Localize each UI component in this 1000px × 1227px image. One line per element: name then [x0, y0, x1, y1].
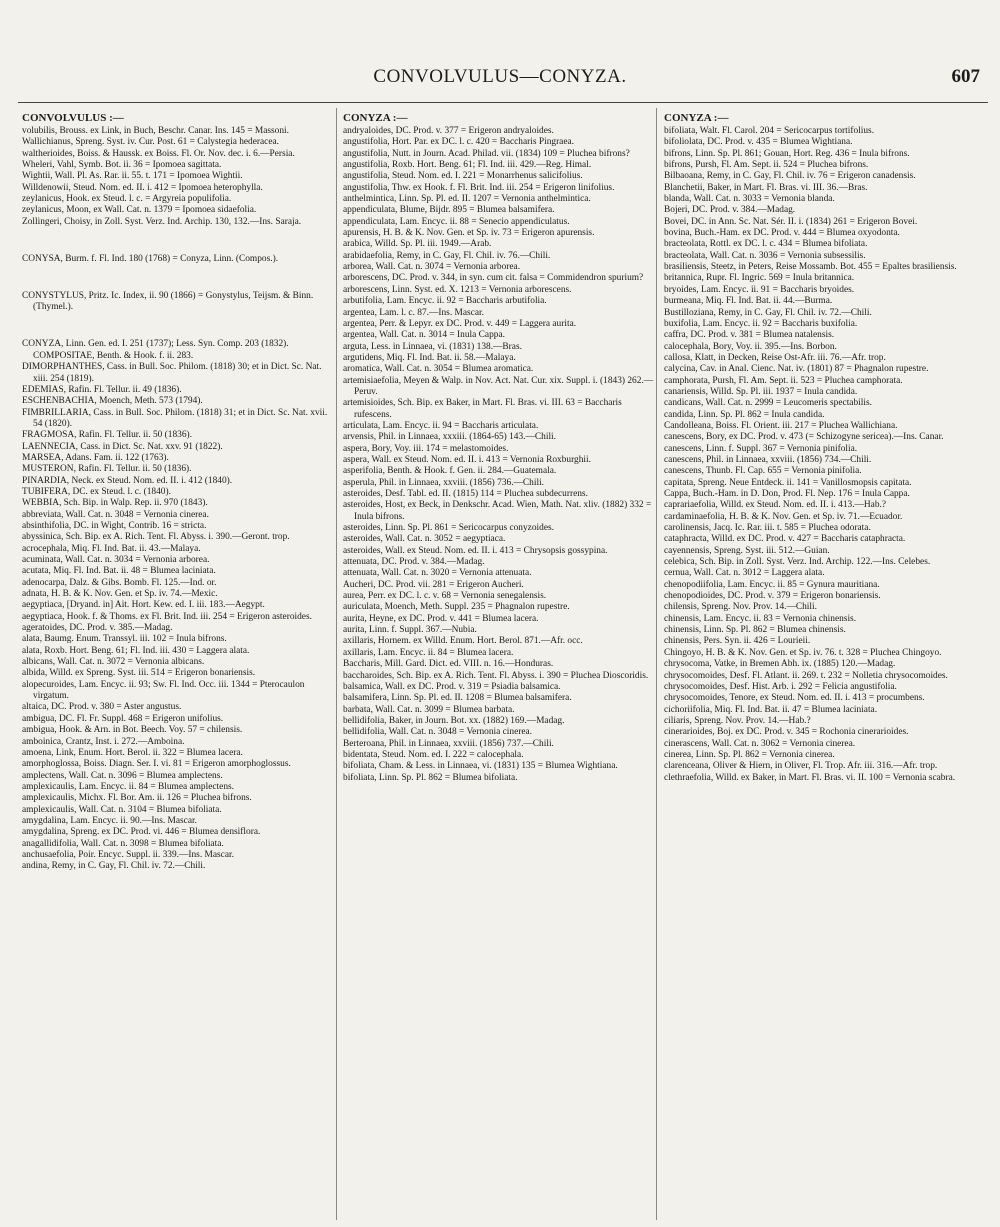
entry-gap	[22, 323, 334, 330]
dictionary-entry: apurensis, H. B. & K. Nov. Gen. et Sp. iv. 73 = Erigeron apurensis.	[343, 228, 595, 239]
dictionary-entry: argentea, Wall. Cat. n. 3014 = Inula Cappa.	[343, 330, 505, 341]
dictionary-entry: Aucheri, DC. Prod. vii. 281 = Erigeron Aucheri.	[343, 579, 524, 590]
dictionary-entry: TUBIFERA, DC. ex Steud. l. c. (1840).	[22, 486, 171, 497]
dictionary-entry: EDEMIAS, Rafin. Fl. Tellur. ii. 49 (1836).	[22, 384, 182, 395]
dictionary-entry: chinensis, Pers. Syn. ii. 426 = Lourieii.	[664, 636, 811, 647]
entry-gap	[22, 237, 334, 244]
dictionary-entry: Blanchetii, Baker, in Mart. Fl. Bras. vi. III. 36.—Bras.	[664, 182, 868, 193]
dictionary-entry: blanda, Wall. Cat. n. 3033 = Vernonia blanda.	[664, 194, 835, 205]
dictionary-entry: cichoriifolia, Miq. Fl. Ind. Bat. ii. 47 = Blumea laciniata.	[664, 704, 878, 715]
dictionary-entry: arabica, Willd. Sp. Pl. iii. 1949.—Arab.	[343, 239, 492, 250]
dictionary-entry: attenuata, DC. Prod. v. 384.—Madag.	[343, 557, 485, 568]
dictionary-entry: PINARDIA, Neck. ex Steud. Nom. ed. II. i. 412 (1840).	[22, 475, 233, 486]
dictionary-entry: camphorata, Pursh, Fl. Am. Sept. ii. 523 = Pluchea camphorata.	[664, 375, 903, 386]
dictionary-entry: arbutifolia, Lam. Encyc. ii. 92 = Baccharis arbutifolia.	[343, 296, 547, 307]
dictionary-entry: aromatica, Wall. Cat. n. 3054 = Blumea aromatica.	[343, 364, 534, 375]
dictionary-entry: balsamifera, Linn. Sp. Pl. ed. II. 1208 = Blumea balsamifera.	[343, 693, 572, 704]
dictionary-entry: chrysocomoides, Tenore, ex Steud. Nom. ed. II. i. 413 = procumbens.	[664, 693, 925, 704]
dictionary-entry: Zollingeri, Choisy, in Zoll. Syst. Verz. Ind. Archip. 130, 132.—Ins. Saraja.	[22, 216, 302, 227]
dictionary-entry: acuminata, Wall. Cat. n. 3034 = Vernonia arborea.	[22, 555, 210, 565]
dictionary-entry: axillaris, Hornem. ex Willd. Enum. Hort. Berol. 871.—Afr. occ.	[343, 636, 583, 647]
dictionary-entry: acutata, Miq. Fl. Ind. Bat. ii. 48 = Blumea laciniata.	[22, 566, 216, 577]
dictionary-entry: ESCHENBACHIA, Moench, Meth. 573 (1794).	[22, 396, 203, 407]
dictionary-entry: canescens, Linn. f. Suppl. 367 = Vernonia pinifolia.	[664, 443, 858, 454]
dictionary-entry: amygdalina, Lam. Encyc. ii. 90.—Ins. Mascar.	[22, 815, 197, 826]
dictionary-entry: abyssinica, Sch. Bip. ex A. Rich. Tent. Fl. Abyss. i. 390.—Geront. trop.	[22, 532, 290, 543]
dictionary-entry: arborescens, Linn. Syst. ed. X. 1213 = Vernonia arborescens.	[343, 284, 572, 295]
dictionary-entry: argentea, Lam. l. c. 87.—Ins. Mascar.	[343, 307, 484, 318]
dictionary-entry: FIMBRILLARIA, Cass. in Bull. Soc. Philom. (1818) 31; et in Dict. Sc. Nat. xvii. 54 (1820).	[22, 407, 328, 429]
column-divider	[656, 108, 657, 1220]
dictionary-entry: zeylanicus, Moon, ex Wall. Cat. n. 1379 = Ipomoea sidaefolia.	[22, 205, 257, 216]
dictionary-entry: cinerarioides, Boj. ex DC. Prod. v. 345 = Rochonia cinerarioides.	[664, 727, 909, 738]
dictionary-entry: angustifolia, Roxb. Hort. Beng. 61; Fl. Ind. iii. 429.—Reg. Himal.	[343, 160, 592, 171]
dictionary-entry: ciliaris, Spreng. Nov. Prov. 14.—Hab.?	[664, 715, 811, 726]
column-heading: CONVOLVULUS :—	[22, 112, 124, 124]
dictionary-entry: Cappa, Buch.-Ham. in D. Don, Prod. Fl. Nep. 176 = Inula Cappa.	[664, 489, 910, 499]
column-heading: CONYZA :—	[664, 112, 729, 124]
dictionary-entry: bifrons, Pursh, Fl. Am. Sept. ii. 524 = Pluchea bifrons.	[664, 160, 869, 171]
dictionary-entry: axillaris, Lam. Encyc. ii. 84 = Blumea lacera.	[343, 647, 514, 658]
dictionary-entry: ambigua, Hook. & Arn. in Bot. Beech. Voy. 57 = chilensis.	[22, 725, 243, 736]
dictionary-entry: arguta, Less. in Linnaea, vi. (1831) 138.—Bras.	[343, 341, 522, 352]
dictionary-entry: cardaminaefolia, H. B. & K. Nov. Gen. et Sp. iv. 71.—Ecuador.	[664, 511, 903, 522]
dictionary-entry: FRAGMOSA, Rafin. Fl. Tellur. ii. 50 (1836).	[22, 430, 193, 441]
dictionary-entry: argentea, Perr. & Lepyr. ex DC. Prod. v. 449 = Laggera aurita.	[343, 318, 577, 329]
dictionary-entry: aurita, Heyne, ex DC. Prod. v. 441 = Blumea lacera.	[343, 613, 539, 624]
dictionary-entry: Bustilloziana, Remy, in C. Gay, Fl. Chil. iv. 72.—Chili.	[664, 307, 872, 318]
dictionary-entry: andryaloides, DC. Prod. v. 377 = Erigeron andryaloides.	[343, 126, 554, 136]
dictionary-entry: asteroides, Wall. Cat. n. 3052 = aegyptiaca.	[343, 534, 506, 545]
dictionary-entry: bifoliolata, DC. Prod. v. 435 = Blumea Wightiana.	[664, 137, 853, 148]
dictionary-entry: WEBBIA, Sch. Bip. in Walp. Rep. ii. 970 (1843).	[22, 498, 208, 509]
dictionary-entry: Willdenowii, Steud. Nom. ed. II. i. 412 = Ipomoea heterophylla.	[22, 182, 263, 193]
dictionary-entry: volubilis, Brouss. ex Link, in Buch, Beschr. Canar. Ins. 145 = Massoni.	[22, 126, 289, 136]
dictionary-entry: balsamica, Wall. ex DC. Prod. v. 319 = Psiadia balsamica.	[343, 681, 561, 692]
dictionary-entry: carolinensis, Jacq. Ic. Rar. iii. t. 585 = Pluchea odorata.	[664, 523, 871, 534]
dictionary-entry: amplexicaulis, Michx. Fl. Bor. Am. ii. 126 = Pluchea bifrons.	[22, 793, 252, 804]
column-divider	[336, 108, 337, 1220]
dictionary-entry: auriculata, Moench, Meth. Suppl. 235 = Phagnalon rupestre.	[343, 602, 570, 613]
dictionary-entry: cataphracta, Willd. ex DC. Prod. v. 427 = Baccharis cataphracta.	[664, 534, 906, 545]
dictionary-entry: chinensis, Lam. Encyc. ii. 83 = Vernonia chinensis.	[664, 613, 857, 624]
dictionary-entry: asteroides, Linn. Sp. Pl. 861 = Sericocarpus conyzoides.	[343, 523, 554, 534]
dictionary-entry: bovina, Buch.-Ham. ex DC. Prod. v. 444 = Blumea oxyodonta.	[664, 228, 900, 239]
dictionary-entry: appendiculata, Lam. Encyc. ii. 88 = Senecio appendiculatus.	[343, 216, 570, 227]
column-2	[343, 112, 655, 1220]
dictionary-entry: MARSEA, Adans. Fam. ii. 122 (1763).	[22, 452, 169, 463]
dictionary-entry: bifoliata, Cham. & Less. in Linnaea, vi. (1831) 135 = Blumea Wightiana.	[343, 761, 618, 772]
dictionary-entry: buxifolia, Lam. Encyc. ii. 92 = Baccharis buxifolia.	[664, 318, 858, 329]
dictionary-entry: cinerascens, Wall. Cat. n. 3062 = Vernonia cinerea.	[664, 738, 856, 749]
dictionary-entry: brasiliensis, Steetz, in Peters, Reise Mossamb. Bot. 455 = Epaltes brasiliensis.	[664, 262, 957, 273]
dictionary-entry: burmeana, Miq. Fl. Ind. Bat. ii. 44.—Burma.	[664, 296, 833, 307]
dictionary-entry: canescens, Phil. in Linnaea, xxviii. (1856) 734.—Chili.	[664, 454, 872, 465]
dictionary-entry: ageratoides, DC. Prod. v. 385.—Madag.	[22, 623, 173, 634]
header-rule	[18, 102, 988, 103]
dictionary-entry: candida, Linn. Sp. Pl. 862 = Inula candida.	[664, 409, 825, 420]
dictionary-entry: chilensis, Spreng. Nov. Prov. 14.—Chili.	[664, 602, 817, 613]
dictionary-entry: bifoliata, Walt. Fl. Carol. 204 = Sericocarpus tortifolius.	[664, 126, 875, 136]
dictionary-entry: calycina, Cav. in Anal. Cienc. Nat. iv. (1801) 87 = Phagnalon rupestre.	[664, 364, 929, 375]
dictionary-entry: waltherioides, Boiss. & Haussk. ex Boiss. Fl. Or. Nov. dec. i. 6.—Persia.	[22, 148, 295, 159]
dictionary-entry: asperifolia, Benth. & Hook. f. Gen. ii. 284.—Guatemala.	[343, 466, 557, 477]
dictionary-entry: arborea, Wall. Cat. n. 3074 = Vernonia arborea.	[343, 262, 521, 273]
dictionary-entry: amplectens, Wall. Cat. n. 3096 = Blumea amplectens.	[22, 770, 223, 781]
dictionary-entry: zeylanicus, Hook. ex Steud. l. c. = Argyreia populifolia.	[22, 194, 232, 205]
dictionary-entry: adnata, H. B. & K. Nov. Gen. et Sp. iv. 74.—Mexic.	[22, 589, 218, 600]
dictionary-entry: bifoliata, Linn. Sp. Pl. 862 = Blumea bifoliata.	[343, 772, 518, 783]
dictionary-entry: argutidens, Miq. Fl. Ind. Bat. ii. 58.—Malaya.	[343, 352, 516, 363]
dictionary-entry: aurea, Perr. ex DC. l. c. v. 68 = Vernonia senegalensis.	[343, 591, 547, 602]
dictionary-entry: abbreviata, Wall. Cat. n. 3048 = Vernonia cinerea.	[22, 509, 209, 520]
dictionary-entry: bracteolata, Rottl. ex DC. l. c. 434 = Blumea bifoliata.	[664, 239, 868, 250]
dictionary-entry: angustifolia, Nutt. in Journ. Acad. Philad. vii. (1834) 109 = Pluchea bifrons?	[343, 148, 630, 159]
dictionary-entry: Bovei, DC. in Ann. Sc. Nat. Sér. II. i. (1834) 261 = Erigeron Bovei.	[664, 216, 918, 227]
dictionary-entry: alopecuroides, Lam. Encyc. ii. 93; Sw. Fl. Ind. Occ. iii. 1344 = Pterocaulon virgatum.	[22, 679, 305, 702]
dictionary-entry: clethraefolia, Willd. ex Baker, in Mart. Fl. Bras. vi. II. 100 = Vernonia scabra.	[664, 772, 956, 783]
dictionary-entry: amorphoglossa, Boiss. Diagn. Ser. I. vi. 81 = Erigeron amorphoglossus.	[22, 759, 291, 770]
dictionary-entry: Baccharis, Mill. Gard. Dict. ed. VIII. n. 16.—Honduras.	[343, 659, 554, 670]
dictionary-entry: angustifolia, Thw. ex Hook. f. Fl. Brit. Ind. iii. 254 = Erigeron linifolius.	[343, 182, 615, 193]
dictionary-entry: Wightii, Wall. Pl. As. Rar. ii. 55. t. 171 = Ipomoea Wightii.	[22, 171, 243, 182]
dictionary-entry: arvensis, Phil. in Linnaea, xxxiii. (1864-65) 143.—Chili.	[343, 432, 556, 443]
dictionary-entry: amplexicaulis, Wall. Cat. n. 3104 = Blumea bifoliata.	[22, 804, 222, 815]
entry-gap	[22, 275, 334, 282]
dictionary-entry: Berteroana, Phil. in Linnaea, xxviii. (1856) 737.—Chili.	[343, 738, 554, 749]
page-number: 607	[951, 66, 980, 87]
dictionary-entry: Wheleri, Vahl, Symb. Bot. ii. 36 = Ipomoea sagittata.	[22, 160, 222, 171]
dictionary-entry: chrysocomoides, Desf. Hist. Arb. i. 292 = Felicia angustifolia.	[664, 681, 897, 692]
dictionary-entry: MUSTERON, Rafin. Fl. Tellur. ii. 50 (1836).	[22, 464, 192, 475]
dictionary-entry: canescens, Bory, ex DC. Prod. v. 473 (= Schizogyne sericea).—Ins. Canar.	[664, 432, 944, 443]
dictionary-entry: LAENNECIA, Cass. in Dict. Sc. Nat. xxv. 91 (1822).	[22, 441, 223, 452]
dictionary-entry: anthelmintica, Linn. Sp. Pl. ed. II. 1207 = Vernonia anthelmintica.	[343, 194, 591, 205]
dictionary-entry: angustifolia, Steud. Nom. ed. I. 221 = Monarrhenus salicifolius.	[343, 171, 583, 182]
dictionary-entry: canescens, Thunb. Fl. Cap. 655 = Vernonia pinifolia.	[664, 466, 862, 477]
dictionary-entry: amplexicaulis, Lam. Encyc. ii. 84 = Blumea amplectens.	[22, 781, 234, 792]
dictionary-entry: asteroides, Host, ex Beck, in Denkschr. Acad. Wien, Math. Nat. xliv. (1882) 332 = Inula bifrons.	[343, 500, 652, 522]
dictionary-entry: cernua, Wall. Cat. n. 3012 = Laggera alata.	[664, 568, 825, 579]
dictionary-entry: aurita, Linn. f. Suppl. 367.—Nubia.	[343, 625, 477, 636]
dictionary-entry: chrysocomoides, Desf. Fl. Atlant. ii. 269. t. 232 = Nolletia chrysocomoides.	[664, 670, 948, 681]
dictionary-entry: Wallichianus, Spreng. Syst. iv. Cur. Post. 61 = Calystegia hederacea.	[22, 137, 280, 148]
dictionary-entry: arabidaefolia, Remy, in C. Gay, Fl. Chil. iv. 76.—Chili.	[343, 250, 551, 261]
dictionary-entry: DIMORPHANTHES, Cass. in Bull. Soc. Philom. (1818) 30; et in Dict. Sc. Nat. xiii. 254 (1819).	[22, 362, 322, 384]
dictionary-entry: artemisiaefolia, Meyen & Walp. in Nov. Act. Nat. Cur. xix. Suppl. i. (1843) 262.—Peruv.	[343, 375, 654, 397]
dictionary-entry: cinerea, Linn. Sp. Pl. 862 = Vernonia cinerea.	[664, 749, 835, 760]
dictionary-entry: Bojeri, DC. Prod. v. 384.—Madag.	[664, 205, 796, 216]
dictionary-entry: absinthifolia, DC. in Wight, Contrib. 16 = stricta.	[22, 520, 207, 531]
dictionary-entry: bifrons, Linn. Sp. Pl. 861; Gouan, Hort. Reg. 436 = Inula bifrons.	[664, 148, 910, 159]
dictionary-entry: bracteolata, Wall. Cat. n. 3036 = Vernonia subsessilis.	[664, 250, 866, 261]
dictionary-entry: bidentata, Steud. Nom. ed. I. 222 = calocephala.	[343, 749, 524, 760]
dictionary-entry: Bilbaoana, Remy, in C. Gay, Fl. Chil. iv. 76 = Erigeron canadensis.	[664, 171, 916, 182]
dictionary-entry: aegyptiaca, Hook. f. & Thoms. ex Fl. Brit. Ind. iii. 254 = Erigeron asteroides.	[22, 611, 312, 622]
dictionary-entry: appendiculata, Blume, Bijdr. 895 = Blumea balsamifera.	[343, 205, 555, 216]
dictionary-entry: bellidifolia, Wall. Cat. n. 3048 = Vernonia cinerea.	[343, 727, 533, 738]
dictionary-entry: clarenceana, Oliver & Hiern, in Oliver, Fl. Trop. Afr. iii. 316.—Afr. trop.	[664, 761, 938, 772]
dictionary-entry: asperula, Phil. in Linnaea, xxviii. (1856) 736.—Chili.	[343, 477, 545, 488]
dictionary-entry: CONYSA, Burm. f. Fl. Ind. 180 (1768) = Conyza, Linn. (Compos.).	[22, 253, 279, 264]
dictionary-entry: barbata, Wall. Cat. n. 3099 = Blumea barbata.	[343, 704, 515, 715]
dictionary-entry: aegyptiaca, [Dryand. in] Ait. Hort. Kew. ed. I. iii. 183.—Aegypt.	[22, 600, 265, 611]
dictionary-entry: CONYZA, Linn. Gen. ed. I. 251 (1737); Less. Syn. Comp. 203 (1832). COMPOSITAE, Benth. & Hook. f. ii. 283.	[22, 339, 289, 361]
dictionary-entry: altaica, DC. Prod. v. 380 = Aster angustus.	[22, 702, 182, 713]
dictionary-entry: bryoides, Lam. Encyc. ii. 91 = Baccharis bryoides.	[664, 284, 855, 295]
dictionary-entry: baccharoides, Sch. Bip. ex A. Rich. Tent. Fl. Abyss. i. 390 = Pluchea Dioscoridis.	[343, 670, 649, 681]
dictionary-entry: amygdalina, Spreng. ex DC. Prod. vi. 446 = Blumea densiflora.	[22, 827, 261, 838]
dictionary-entry: acrocephala, Miq. Fl. Ind. Bat. ii. 43.—Malaya.	[22, 543, 201, 554]
running-title: CONVOLVULUS—CONYZA.	[373, 66, 627, 87]
dictionary-entry: artemisioides, Sch. Bip. ex Baker, in Mart. Fl. Bras. vi. III. 63 = Baccharis rufescens.	[343, 398, 622, 420]
dictionary-entry: anchusaefolia, Poir. Encyc. Suppl. ii. 339.—Ins. Mascar.	[22, 849, 234, 860]
dictionary-entry: canariensis, Willd. Sp. Pl. iii. 1937 = Inula candida.	[664, 386, 858, 397]
dictionary-entry: caprariaefolia, Willd. ex Steud. Nom. ed. II. i. 413.—Hab.?	[664, 500, 887, 511]
dictionary-entry: albida, Willd. ex Spreng. Syst. iii. 514 = Erigeron bonariensis.	[22, 668, 256, 679]
dictionary-entry: Chingoyo, H. B. & K. Nov. Gen. et Sp. iv. 76. t. 328 = Pluchea Chingoyo.	[664, 647, 942, 658]
dictionary-entry: britannica, Rupr. Fl. Ingric. 569 = Inula britannica.	[664, 273, 855, 284]
dictionary-entry: aspera, Bory, Voy. iii. 174 = melastomoides.	[343, 443, 509, 454]
dictionary-entry: Candolleana, Boiss. Fl. Orient. iii. 217 = Pluchea Wallichiana.	[664, 420, 898, 431]
column-1	[22, 112, 334, 1220]
dictionary-entry: albicans, Wall. Cat. n. 3072 = Vernonia albicans.	[22, 657, 205, 668]
dictionary-entry: chenopodioides, DC. Prod. v. 379 = Erigeron bonariensis.	[664, 591, 881, 602]
dictionary-entry: caffra, DC. Prod. v. 381 = Blumea natalensis.	[664, 330, 835, 341]
dictionary-entry: chrysocoma, Vatke, in Bremen Abh. ix. (1885) 120.—Madag.	[664, 659, 896, 670]
dictionary-entry: andina, Remy, in C. Gay, Fl. Chil. iv. 72.—Chili.	[22, 861, 206, 872]
dictionary-entry: alata, Roxb. Hort. Beng. 61; Fl. Ind. iii. 430 = Laggera alata.	[22, 645, 250, 656]
column-heading: CONYZA :—	[343, 112, 408, 124]
dictionary-entry: chinensis, Linn. Sp. Pl. 862 = Blumea chinensis.	[664, 625, 846, 636]
dictionary-entry: alata, Baumg. Enum. Transsyl. iii. 102 = Inula bifrons.	[22, 634, 227, 645]
dictionary-entry: anagallidifolia, Wall. Cat. n. 3098 = Blumea bifoliata.	[22, 838, 224, 849]
dictionary-entry: arborescens, DC. Prod. v. 344, in syn. cum cit. falsa = Commidendron spurium?	[343, 273, 644, 284]
dictionary-entry: CONYSTYLUS, Pritz. Ic. Index, ii. 90 (1866) = Gonystylus, Teijsm. & Binn. (Thymel.).	[22, 291, 314, 313]
dictionary-entry: asteroides, Wall. ex Steud. Nom. ed. II. i. 413 = Chrysopsis gossypina.	[343, 545, 608, 556]
dictionary-entry: aspera, Wall. ex Steud. Nom. ed. II. i. 413 = Vernonia Roxburghii.	[343, 454, 591, 465]
dictionary-entry: cayennensis, Spreng. Syst. iii. 512.—Guian.	[664, 545, 830, 556]
dictionary-entry: asteroides, Desf. Tabl. ed. II. (1815) 114 = Pluchea subdecurrens.	[343, 489, 588, 499]
dictionary-entry: angustifolia, Hort. Par. ex DC. l. c. 420 = Baccharis Pingraea.	[343, 137, 575, 148]
dictionary-entry: attenuata, Wall. Cat. n. 3020 = Vernonia attenuata.	[343, 568, 532, 579]
dictionary-entry: amoena, Link, Enum. Hort. Berol. ii. 322 = Blumea lacera.	[22, 747, 243, 758]
dictionary-entry: amboinica, Crantz, Inst. i. 272.—Amboina.	[22, 736, 185, 747]
dictionary-entry: candicans, Wall. Cat. n. 2999 = Leucomeris spectabilis.	[664, 398, 872, 409]
dictionary-entry: bellidifolia, Baker, in Journ. Bot. xx. (1882) 169.—Madag.	[343, 715, 565, 726]
dictionary-entry: capitata, Spreng. Neue Entdeck. ii. 141 = Vanillosmopsis capitata.	[664, 477, 912, 488]
dictionary-entry: celebica, Sch. Bip. in Zoll. Syst. Verz. Ind. Archip. 122.—Ins. Celebes.	[664, 557, 931, 568]
dictionary-entry: chenopodiifolia, Lam. Encyc. ii. 85 = Gynura mauritiana.	[664, 579, 880, 590]
column-3	[664, 112, 976, 1220]
dictionary-entry: callosa, Klatt, in Decken, Reise Ost-Afr. iii. 76.—Afr. trop.	[664, 352, 886, 363]
dictionary-entry: adenocarpa, Dalz. & Gibs. Bomb. Fl. 125.—Ind. or.	[22, 577, 217, 588]
dictionary-entry: ambigua, DC. Fl. Fr. Suppl. 468 = Erigeron unifolius.	[22, 713, 224, 724]
dictionary-entry: articulata, Lam. Encyc. ii. 94 = Baccharis articulata.	[343, 420, 539, 431]
dictionary-entry: calocephala, Bory, Voy. ii. 395.—Ins. Borbon.	[664, 341, 837, 352]
